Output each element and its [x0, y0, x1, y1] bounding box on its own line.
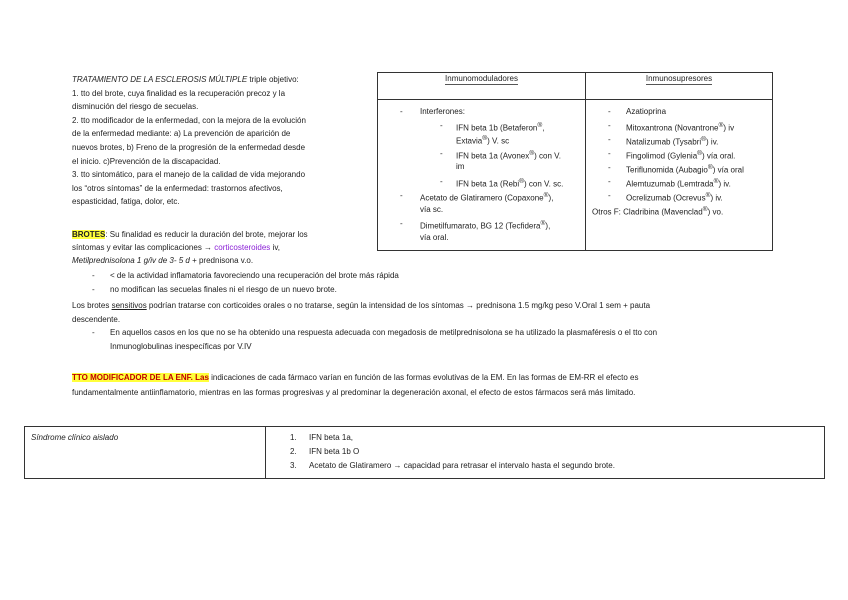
- intro-line-6: el inicio. c)Prevención de la discapacidad.: [72, 156, 221, 166]
- intro-line-9: espasticidad, fatiga, dolor, etc.: [72, 197, 180, 207]
- brotes-line-3: Metilprednisolona 1 g/iv de 3- 5 d + prednisona v.o.: [72, 256, 254, 265]
- drug-cladribina: Otros F: Cladribina (Mavenclad®) vo.: [592, 206, 724, 217]
- glatiramero: Acetato de Glatiramero (Copaxone®),: [420, 192, 554, 203]
- drug-azatioprina: Azatioprina: [626, 107, 667, 116]
- ifn-extavia: Extavia®) V. sc: [456, 135, 510, 146]
- intro-line-7: 3. tto sintomático, para el manejo de la calidad de vida mejorando: [72, 170, 306, 180]
- header-inmunosupresores: Inmunosupresores: [586, 73, 773, 100]
- sca-label: Síndrome clínico aislado: [31, 433, 119, 442]
- brotes-line-1: BROTES: Su finalidad es reducir la duración del brote, mejorar los: [72, 230, 308, 239]
- modificador-line-2: fundamentalmente antiinflamatorio, mientras en las formas progresivas y al predominar la degeneración axonal, el efecto de estos fármacos será más limitado.: [72, 388, 636, 397]
- intro-line-1: 1. tto del brote, cuya finalidad es la recuperación precoz y la: [72, 88, 286, 98]
- corticosteroides-link: corticosteroides: [214, 243, 271, 252]
- intro-section: [72, 73, 362, 209]
- intro-line-2: disminución del riesgo de secuelas.: [72, 102, 199, 112]
- brotes-bullet-3b: Inmunoglobulinas inespecíficas por V.IV: [110, 342, 252, 351]
- brotes-line-2: síntomas y evitar las complicaciones → corticosteroides iv,: [72, 243, 280, 252]
- intro-line-3: 2. tto modificador de la enfermedad, con la mejora de la evolución: [72, 115, 306, 125]
- cell-inmunomoduladores: - Interferones: - IFN beta 1b (Betaferon®, Extavia®) V. sc - IFN beta 1a (Avonex®) con V. im - IFN beta 1a (Rebi®) con V. sc. - Acetato de Glatiramero (Copaxone®), vía sc. - Dimetilfumarato, BG 12 (Tecfidera®), vía oral.: [378, 100, 586, 251]
- modificador-line-1: TTO MODIFICADOR DE LA ENF. Las indicaciones de cada fármaco varían en función de las formas evolutivas de la EM. En las formas de EM-RR el efecto es: [72, 373, 639, 382]
- drug-fingolimod: Fingolimod (Gylenia®) vía oral.: [626, 150, 736, 161]
- sensitivos-line-2: descendente.: [72, 315, 121, 324]
- drug-natalizumab: Natalizumab (Tysabri®) iv.: [626, 136, 719, 147]
- intro-title: TRATAMIENTO DE LA ESCLEROSIS MÚLTIPLE: [72, 75, 248, 84]
- intro-title-line: [72, 73, 362, 87]
- sca-table: Síndrome clínico aislado 1. IFN beta 1a, 2. IFN beta 1b O 3. Acetato de Glatiramero → capacidad para retrasar el intervalo hasta el segundo brote.: [24, 426, 825, 479]
- brotes-section: [72, 228, 366, 267]
- treatment-table: [377, 72, 773, 251]
- ifn-rebif: IFN beta 1a (Rebi®) con V. sc.: [456, 178, 564, 189]
- interferones-label: Interferones:: [420, 107, 465, 116]
- ifn-betaferon: IFN beta 1b (Betaferon®,: [456, 122, 545, 133]
- drug-ocrelizumab: Ocrelizumab (Ocrevus®) iv.: [626, 192, 723, 203]
- intro-line-5: nuevos brotes, b) Freno de la progresión de la enfermedad desde: [72, 142, 306, 152]
- ifn-avonex: IFN beta 1a (Avonex®) con V.: [456, 150, 561, 161]
- intro-line-4: de la enfermedad mediante: a) La prevención de aparición de: [72, 129, 291, 139]
- sca-item-3: Acetato de Glatiramero → capacidad para retrasar el intervalo hasta el segundo brote.: [309, 461, 615, 470]
- intro-line-8: los “otros síntomas” de la enfermedad: trastornos afectivos,: [72, 183, 283, 193]
- drug-alemtuzumab: Alemtuzumab (Lemtrada®) iv.: [626, 178, 731, 189]
- drug-teriflunomida: Teriflunomida (Aubagio®) vía oral: [626, 164, 744, 175]
- intro-title-rest: triple objetivo:: [247, 75, 299, 84]
- brotes-bullet-1: < de la actividad inflamatoria favoreciendo una recuperación del brote más rápida: [110, 271, 399, 280]
- sca-table-divider: [265, 427, 266, 478]
- sca-item-2: IFN beta 1b O: [309, 447, 360, 456]
- sca-item-1: IFN beta 1a,: [309, 433, 354, 442]
- header-inmunomoduladores: Inmunomoduladores: [378, 73, 586, 100]
- dimetilfumarato: Dimetilfumarato, BG 12 (Tecfidera®),: [420, 220, 551, 231]
- brotes-label: BROTES: [72, 230, 106, 239]
- brotes-bullet-3a: En aquellos casos en los que no se ha obtenido una respuesta adecuada con megadosis de metilprednisolona se ha utilizado la plasmaféresis o el tto con: [110, 328, 658, 337]
- cell-inmunosupresores: - Azatioprina - Mitoxantrona (Novantrone®) iv - Natalizumab (Tysabri®) iv. - Fingolimod (Gylenia®) vía oral. - Teriflunomida (Aubagio®) vía oral - Alemtuzumab (Lemtrada®) iv. - Ocrelizumab (Ocrevus®) iv. Otros F: Cladribina (Mavenclad®) vo.: [586, 100, 773, 251]
- modificador-label: TTO MODIFICADOR DE LA ENF. Las: [72, 373, 209, 382]
- brotes-bullet-2: no modifican las secuelas finales ni el riesgo de un nuevo brote.: [110, 285, 337, 294]
- drug-mitoxantrona: Mitoxantrona (Novantrone®) iv: [626, 122, 735, 133]
- sensitivos-line-1: Los brotes sensitivos podrían tratarse con corticoides orales o no tratarse, según la intensidad de los síntomas → prednisona 1.5 mg/kg peso V.Oral 1 sem + pauta: [72, 301, 651, 310]
